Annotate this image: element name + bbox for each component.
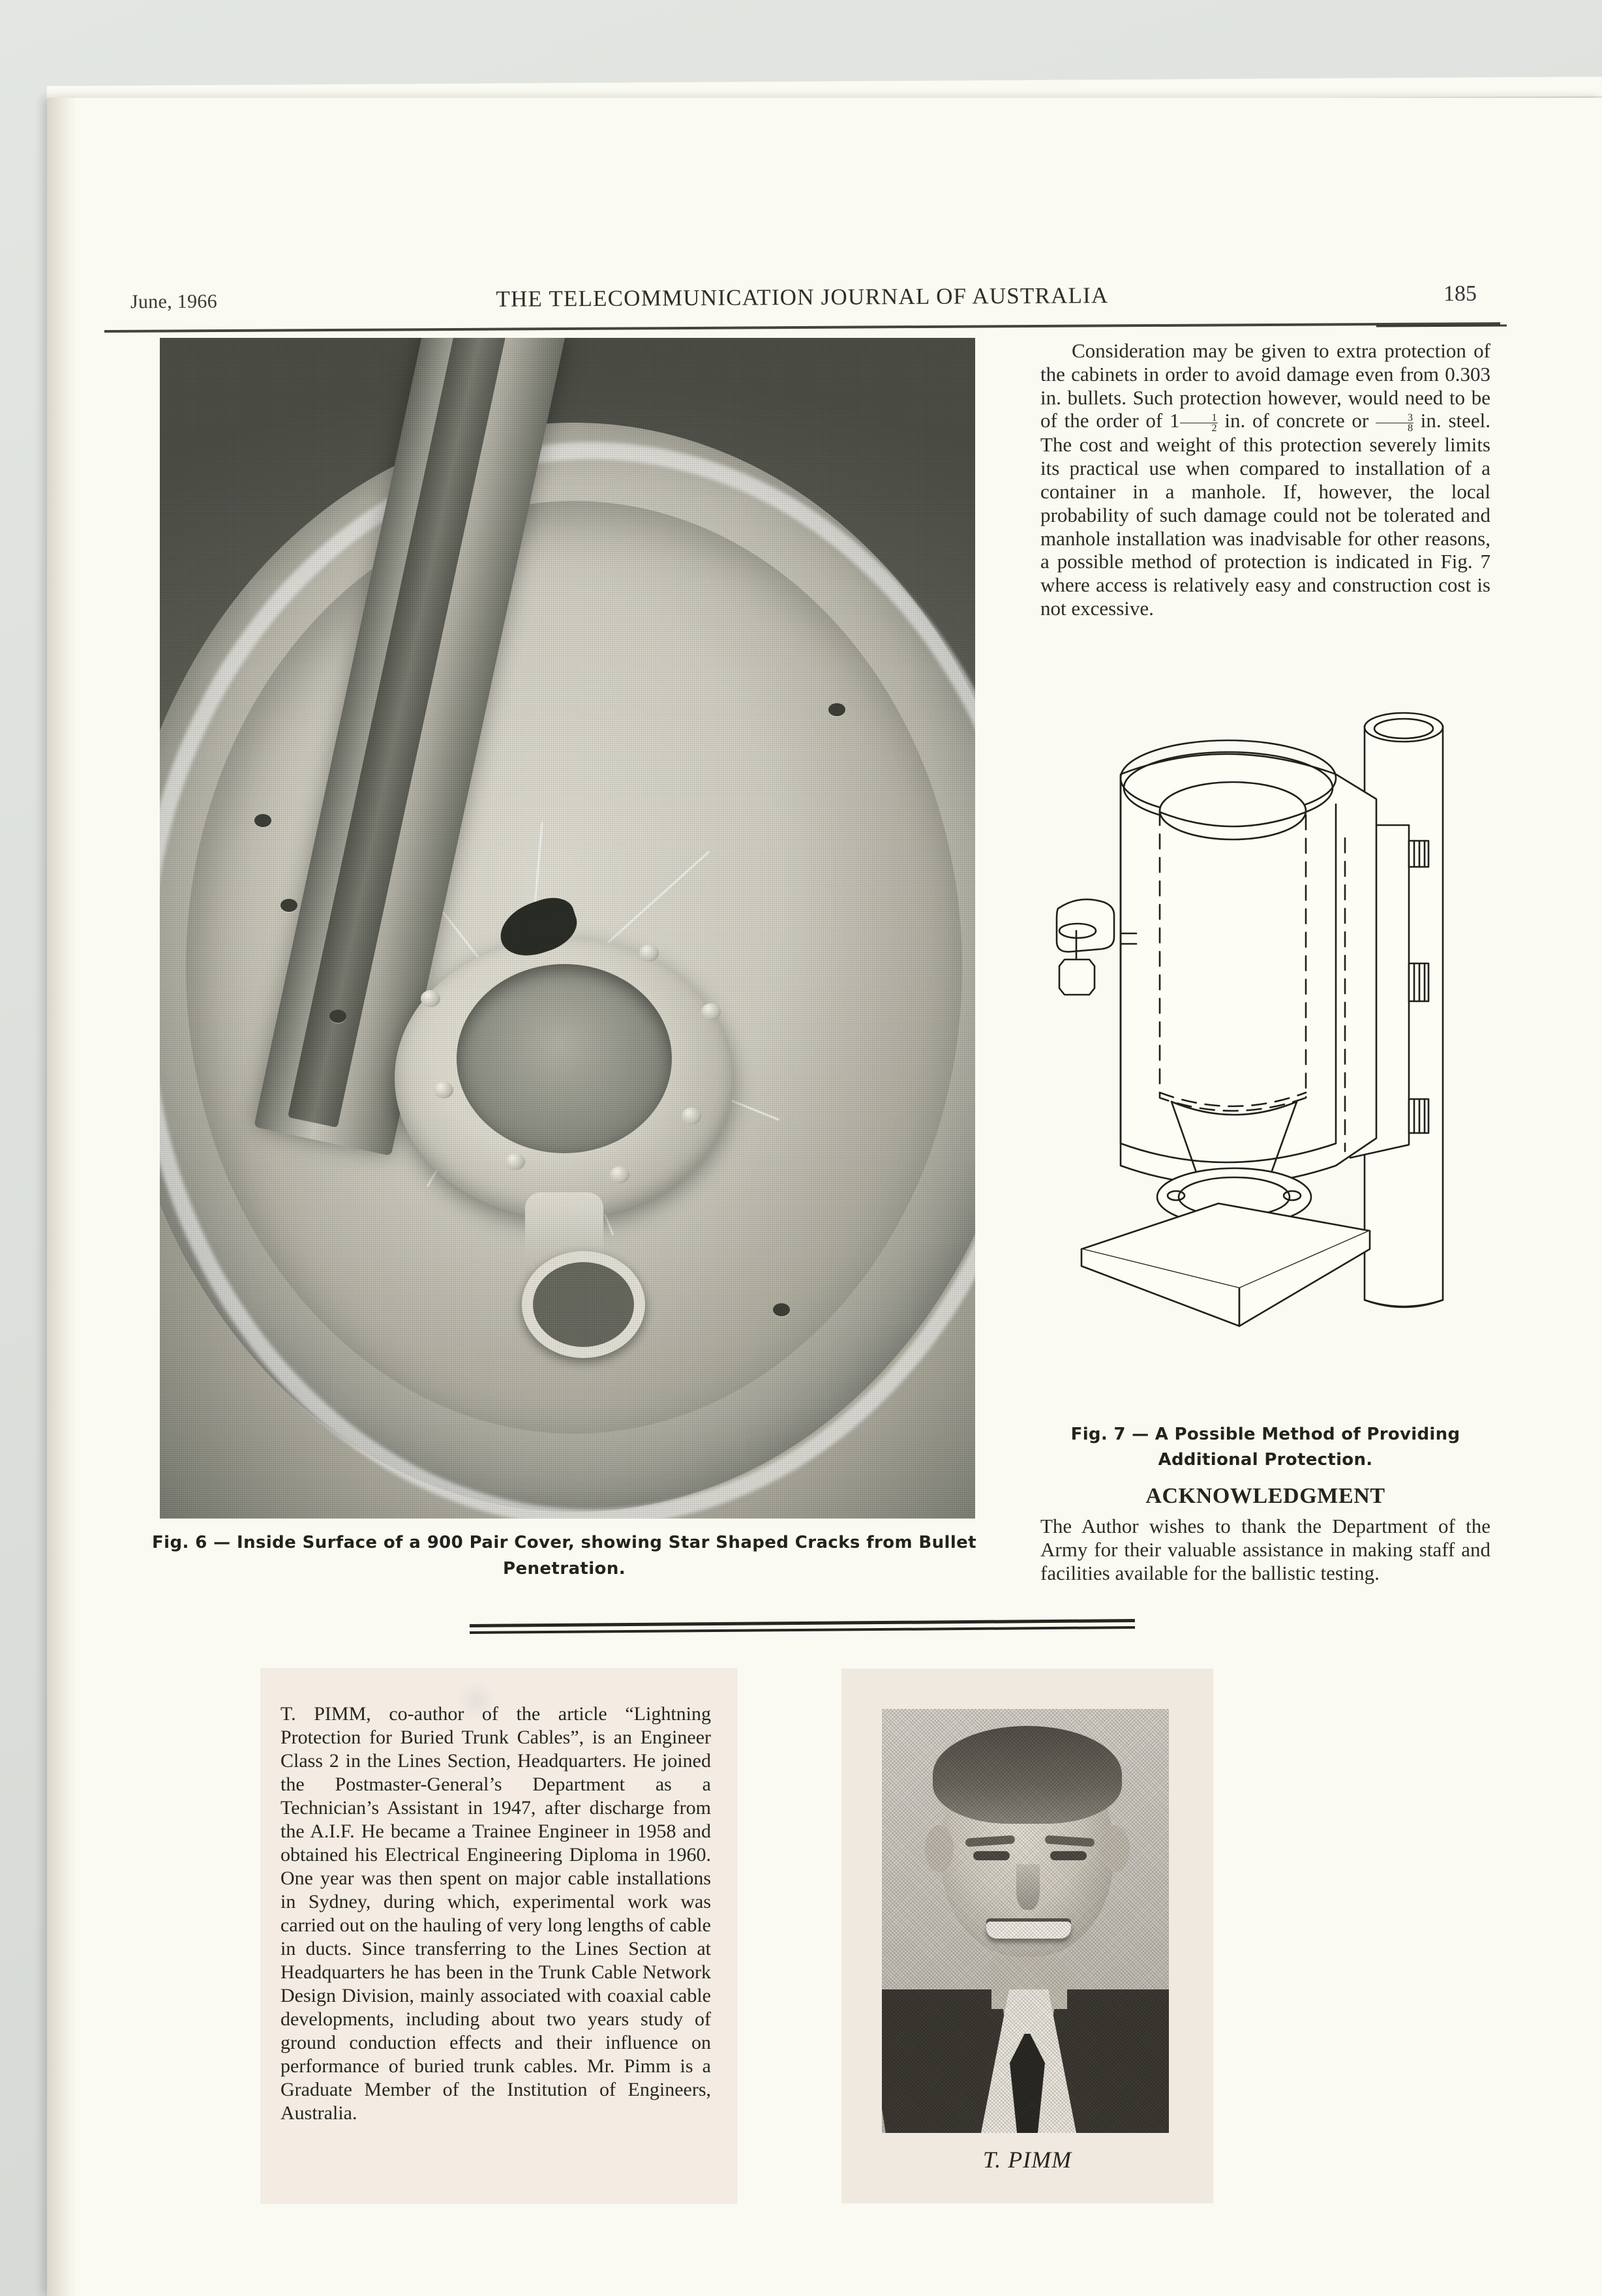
clamp-bolt: [1409, 841, 1428, 867]
base-plate: [1081, 1203, 1370, 1326]
fraction-denominator: 8: [1407, 423, 1413, 434]
figure-7-caption: [1024, 1422, 1507, 1473]
figure-6-photo: [160, 338, 975, 1518]
fraction-numerator: 1: [1180, 413, 1218, 423]
figure-6-caption: [130, 1530, 998, 1582]
journal-title: THE TELECOMMUNICATION JOURNAL OF AUSTRALIA: [496, 282, 1109, 312]
figure-7-caption-line2: Additional Protection.: [1158, 1450, 1373, 1470]
body-text-post: in. steel. The cost and weight of this protection severely limits its practical use when compared to installation of a container in a manhole. If, however, the local probability of such damage could not be tolerated and manhole installation was inadvisable for other reasons, a possible method of protection is indicated in Fig. 7 where access is relatively easy and construction cost is not excessive.: [1040, 409, 1491, 620]
halftone-screen: [882, 1709, 1169, 2133]
issue-date: June, 1966: [130, 290, 218, 313]
biography-text: [280, 1702, 711, 2125]
figure-6-caption-line1: Fig. 6 — Inside Surface of a 900 Pair Cover, showing Star Shaped Cracks from Bullet: [151, 1533, 977, 1552]
portrait-photo: [882, 1709, 1169, 2133]
body-text-mid: in. of concrete or: [1217, 409, 1376, 432]
figure-7-caption-line1: Fig. 7 — A Possible Method of Providing: [1070, 1425, 1460, 1444]
acknowledgment-text: The Author wishes to thank the Department of the Army for their valuable assistance in making staff and facilities available for the ballistic testing.: [1040, 1515, 1490, 1584]
fraction-numerator: 3: [1376, 413, 1413, 423]
portrait-caption: T. PIMM: [982, 2147, 1072, 2173]
body-text-pre: Consideration may be given to extra protection of the cabinets in order to avoid damage even from 0.303 in. bullets. Such protection however, would need to be of the order of 1: [1040, 339, 1490, 432]
biography-paragraph: T. PIMM, co-author of the article “Lightning Protection for Buried Trunk Cables”, is an Engineer Class 2 in the Lines Section, Headquarters. He joined the Postmaster-General’s Department as a Technician’s Assistant in 1947, after discharge from the A.I.F. He became a Trainee Engineer in 1958 and obtained his Electrical Engineering Diploma in 1960. One year was then spent on major cable installations in Sydney, during which, experimental work was carried out on the hauling of very long lengths of cable in ducts. Since transferring to the Lines Section at Headquarters he has been in the Trunk Cable Network Design Division, mainly associated with coaxial cable developments, including about two years study of ground conduction effects and their influence on performance of buried trunk cables. Mr. Pimm is a Graduate Member of the Institution of Engineers, Australia.: [280, 1703, 711, 2124]
halftone-grain: [160, 338, 975, 1518]
fraction-three-eighths: [1376, 413, 1413, 434]
acknowledgment-body: [1040, 1515, 1490, 1584]
clamp-bolt: [1409, 1099, 1428, 1133]
figure-7-drawing: [1044, 701, 1494, 1353]
right-column: [1040, 339, 1490, 620]
fraction-denominator: 2: [1211, 423, 1217, 434]
fraction-one-half: [1180, 413, 1218, 434]
acknowledgment-heading: ACKNOWLEDGMENT: [1145, 1484, 1385, 1508]
figure-6-caption-line2: Penetration.: [502, 1559, 626, 1579]
clamp-bolt: [1409, 963, 1428, 1001]
body-paragraph: [1040, 339, 1490, 620]
page-number: 185: [1443, 281, 1477, 306]
